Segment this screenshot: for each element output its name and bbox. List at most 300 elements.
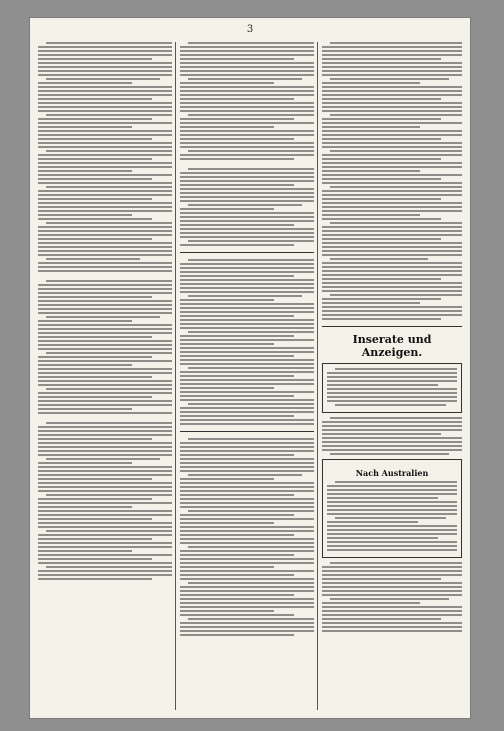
text-line <box>180 415 294 417</box>
text-line <box>38 550 132 552</box>
text-line <box>327 388 457 390</box>
text-line <box>330 294 462 296</box>
text-line <box>180 267 314 269</box>
text-line <box>330 598 449 600</box>
text-line <box>322 50 462 52</box>
text-line <box>330 222 462 224</box>
text-line <box>327 521 418 523</box>
text-line <box>322 425 462 427</box>
text-line <box>335 368 457 370</box>
text-line <box>180 192 314 194</box>
text-line <box>38 364 132 366</box>
text-line <box>180 172 314 174</box>
column-rule <box>317 42 318 710</box>
text-line <box>38 474 172 476</box>
text-line <box>38 296 152 298</box>
text-line <box>38 408 132 410</box>
text-line <box>180 355 294 357</box>
text-line <box>322 74 462 76</box>
text-line <box>322 270 462 272</box>
text-line <box>335 481 457 483</box>
text-line <box>38 162 172 164</box>
text-line <box>330 114 462 116</box>
text-line <box>327 372 457 374</box>
text-line <box>38 246 172 248</box>
text-line <box>38 482 172 484</box>
text-line <box>322 570 462 572</box>
text-line <box>322 166 462 168</box>
text-line <box>330 150 462 152</box>
text-line <box>180 94 314 96</box>
text-line <box>38 380 172 382</box>
text-line <box>180 208 274 210</box>
column-body <box>180 438 314 636</box>
text-line <box>322 429 462 431</box>
text-line <box>180 470 314 472</box>
text-line <box>38 250 172 252</box>
text-line <box>38 478 152 480</box>
text-line <box>180 558 314 560</box>
text-line <box>46 566 172 568</box>
text-line <box>188 78 302 80</box>
text-line <box>322 606 462 608</box>
text-line <box>180 180 314 182</box>
text-line <box>322 142 462 144</box>
text-line <box>180 506 314 508</box>
text-line <box>180 387 274 389</box>
text-line <box>180 275 294 277</box>
text-line <box>38 54 172 56</box>
text-line <box>322 182 462 184</box>
page-number: 3 <box>246 24 254 35</box>
text-line <box>180 494 294 496</box>
ad-heading: Nach Australien <box>355 468 429 478</box>
text-line <box>322 214 420 216</box>
text-line <box>330 258 428 260</box>
advertisement <box>322 459 462 558</box>
column-body <box>38 422 172 580</box>
text-line <box>327 525 457 527</box>
ads-header: Inserate und Anzeigen. <box>352 333 432 359</box>
text-line <box>180 323 314 325</box>
text-line <box>180 411 314 413</box>
text-line <box>180 502 314 504</box>
text-line <box>327 533 457 535</box>
text-line <box>322 302 420 304</box>
text-line <box>327 493 457 495</box>
text-line <box>322 298 441 300</box>
text-line <box>38 94 172 96</box>
text-line <box>46 186 172 188</box>
text-column-right <box>322 42 462 710</box>
text-line <box>322 98 441 100</box>
text-line <box>180 146 314 148</box>
text-line <box>46 388 172 390</box>
text-line <box>46 352 172 354</box>
text-line <box>38 238 152 240</box>
text-line <box>322 226 462 228</box>
text-line <box>180 142 314 144</box>
text-line <box>322 610 462 612</box>
text-line <box>180 176 314 178</box>
text-line <box>180 590 314 592</box>
text-line <box>322 170 420 172</box>
text-line <box>38 202 172 204</box>
text-line <box>38 498 152 500</box>
text-line <box>38 292 172 294</box>
text-line <box>38 574 172 576</box>
text-line <box>38 118 152 120</box>
text-line <box>38 158 152 160</box>
text-line <box>46 150 172 152</box>
text-line <box>180 188 314 190</box>
text-line <box>180 303 314 305</box>
text-line <box>180 86 314 88</box>
text-line <box>322 445 462 447</box>
text-line <box>180 566 274 568</box>
text-line <box>38 146 172 148</box>
text-line <box>38 166 172 168</box>
text-line <box>180 90 314 92</box>
text-line <box>38 522 172 524</box>
text-line <box>38 400 172 402</box>
text-line <box>322 318 441 320</box>
text-line <box>180 458 314 460</box>
text-line <box>38 226 172 228</box>
text-line <box>38 372 172 374</box>
text-line <box>38 502 172 504</box>
text-line <box>46 280 172 282</box>
text-line <box>38 86 172 88</box>
text-line <box>180 462 314 464</box>
text-line <box>180 518 314 520</box>
text-line <box>322 582 462 584</box>
text-line <box>180 598 314 600</box>
text-line <box>180 634 294 636</box>
text-line <box>38 526 172 528</box>
text-line <box>322 46 462 48</box>
text-line <box>180 574 294 576</box>
text-line <box>322 290 462 292</box>
text-line <box>188 295 302 297</box>
text-line <box>322 238 441 240</box>
text-line <box>38 106 172 108</box>
text-line <box>327 376 457 378</box>
text-line <box>322 590 462 592</box>
column-body <box>38 280 172 414</box>
text-line <box>322 234 462 236</box>
text-line <box>180 606 314 608</box>
text-line <box>335 404 446 406</box>
text-line <box>38 304 172 306</box>
text-line <box>327 541 457 543</box>
text-line <box>38 210 172 212</box>
text-line <box>180 383 314 385</box>
text-line <box>322 94 462 96</box>
text-line <box>38 102 172 104</box>
text-line <box>46 258 140 260</box>
text-line <box>38 242 172 244</box>
text-line <box>180 283 314 285</box>
text-line <box>38 384 172 386</box>
text-line <box>327 396 457 398</box>
text-line <box>180 327 314 329</box>
text-line <box>38 134 172 136</box>
text-line <box>180 118 294 120</box>
text-line <box>322 230 462 232</box>
text-line <box>180 614 294 616</box>
text-line <box>322 122 462 124</box>
text-line <box>38 438 152 440</box>
text-line <box>38 518 152 520</box>
text-line <box>38 514 172 516</box>
text-line <box>322 574 462 576</box>
text-line <box>38 74 172 76</box>
text-line <box>38 58 152 60</box>
text-line <box>180 530 314 532</box>
text-line <box>38 404 172 406</box>
text-line <box>38 466 172 468</box>
text-line <box>180 550 314 552</box>
text-line <box>330 417 462 419</box>
text-line <box>327 545 457 547</box>
text-line <box>180 50 314 52</box>
text-line <box>46 422 172 424</box>
text-line <box>180 490 314 492</box>
column-rule <box>175 42 176 710</box>
text-line <box>38 562 172 564</box>
text-line <box>327 392 457 394</box>
text-line <box>38 392 172 394</box>
text-line <box>38 270 172 272</box>
text-line <box>46 42 172 44</box>
text-line <box>188 474 302 476</box>
column-body <box>180 259 314 425</box>
text-line <box>322 602 420 604</box>
text-line <box>180 359 314 361</box>
text-line <box>180 279 314 281</box>
text-line <box>188 114 314 116</box>
text-line <box>322 190 462 192</box>
text-line <box>330 42 462 44</box>
text-line <box>38 360 172 362</box>
text-line <box>327 497 438 499</box>
text-line <box>38 170 132 172</box>
text-line <box>330 453 449 455</box>
text-line <box>322 314 462 316</box>
text-line <box>38 534 172 536</box>
text-line <box>180 534 294 536</box>
column-body <box>322 417 462 455</box>
text-column-left <box>38 42 172 710</box>
text-line <box>322 218 441 220</box>
text-line <box>180 130 314 132</box>
text-line <box>180 299 274 301</box>
text-line <box>322 102 462 104</box>
text-line <box>38 446 172 448</box>
text-line <box>38 344 172 346</box>
text-line <box>322 594 462 596</box>
text-line <box>322 106 462 108</box>
text-line <box>46 458 160 460</box>
text-line <box>180 562 314 564</box>
text-line <box>180 54 314 56</box>
text-line <box>322 242 462 244</box>
text-line <box>322 630 462 632</box>
text-line <box>46 494 172 496</box>
text-line <box>180 106 314 108</box>
text-line <box>38 558 152 560</box>
text-line <box>38 434 172 436</box>
text-line <box>38 450 172 452</box>
text-line <box>322 82 420 84</box>
text-line <box>180 482 314 484</box>
section-divider <box>180 252 314 253</box>
text-line <box>188 582 314 584</box>
text-line <box>180 610 274 612</box>
text-line <box>38 122 172 124</box>
text-line <box>322 274 462 276</box>
text-line <box>38 254 172 256</box>
text-line <box>180 307 314 309</box>
text-line <box>38 110 172 112</box>
text-line <box>180 184 294 186</box>
text-line <box>38 284 172 286</box>
text-line <box>180 216 314 218</box>
text-line <box>180 263 314 265</box>
text-line <box>180 538 314 540</box>
text-line <box>180 602 314 604</box>
text-line <box>180 70 314 72</box>
text-line <box>38 130 172 132</box>
text-line <box>180 158 294 160</box>
text-line <box>180 291 314 293</box>
text-line <box>38 300 172 302</box>
text-line <box>322 90 462 92</box>
text-line <box>322 286 462 288</box>
column-body <box>322 42 462 320</box>
text-line <box>180 228 314 230</box>
text-line <box>38 510 172 512</box>
text-line <box>322 70 462 72</box>
text-line <box>322 262 462 264</box>
text-line <box>38 462 132 464</box>
text-line <box>330 78 449 80</box>
text-line <box>180 46 314 48</box>
text-line <box>38 46 172 48</box>
section-divider <box>322 326 462 327</box>
text-line <box>38 542 172 544</box>
text-line <box>38 198 152 200</box>
text-line <box>322 110 462 112</box>
text-line <box>188 240 314 242</box>
text-line <box>180 379 314 381</box>
text-line <box>38 66 172 68</box>
text-line <box>322 586 462 588</box>
text-line <box>38 486 172 488</box>
text-line <box>38 308 172 310</box>
text-line <box>180 287 314 289</box>
text-line <box>180 371 314 373</box>
text-line <box>180 98 294 100</box>
text-line <box>327 549 457 551</box>
text-line <box>38 442 172 444</box>
text-line <box>180 363 314 365</box>
text-line <box>46 114 172 116</box>
text-line <box>180 138 294 140</box>
text-line <box>38 554 172 556</box>
text-line <box>180 446 314 448</box>
text-line <box>38 412 172 414</box>
text-line <box>180 343 274 345</box>
text-line <box>38 324 172 326</box>
text-line <box>180 224 294 226</box>
text-line <box>327 513 457 515</box>
text-line <box>322 622 462 624</box>
text-line <box>322 266 462 268</box>
text-line <box>46 530 172 532</box>
text-line <box>38 570 172 572</box>
text-line <box>322 158 441 160</box>
text-line <box>180 110 314 112</box>
text-line <box>322 126 420 128</box>
text-line <box>322 246 462 248</box>
text-line <box>327 529 457 531</box>
text-line <box>322 282 462 284</box>
text-line <box>322 250 462 252</box>
text-line <box>322 62 462 64</box>
text-line <box>322 178 441 180</box>
text-line <box>38 368 172 370</box>
text-line <box>322 278 441 280</box>
text-line <box>180 102 314 104</box>
text-line <box>180 466 314 468</box>
text-line <box>38 218 152 220</box>
text-line <box>327 501 457 503</box>
text-line <box>188 546 314 548</box>
text-line <box>38 142 172 144</box>
text-line <box>322 578 441 580</box>
text-line <box>180 391 314 393</box>
text-line <box>322 306 462 308</box>
text-line <box>322 174 462 176</box>
text-line <box>180 319 314 321</box>
text-line <box>180 578 314 580</box>
text-line <box>180 212 314 214</box>
text-line <box>322 254 462 256</box>
text-line <box>180 478 274 480</box>
text-line <box>38 214 132 216</box>
text-line <box>38 230 172 232</box>
text-line <box>180 454 294 456</box>
newspaper-page <box>30 18 470 718</box>
text-line <box>327 505 457 507</box>
text-line <box>180 126 274 128</box>
text-line <box>322 162 462 164</box>
text-line <box>322 206 462 208</box>
text-line <box>322 198 441 200</box>
text-line <box>180 586 314 588</box>
text-line <box>180 375 294 377</box>
text-line <box>38 190 172 192</box>
text-line <box>38 50 172 52</box>
text-line <box>180 58 294 60</box>
text-line <box>322 202 462 204</box>
text-line <box>322 310 462 312</box>
text-line <box>322 626 462 628</box>
text-line <box>38 336 152 338</box>
text-line <box>38 138 152 140</box>
